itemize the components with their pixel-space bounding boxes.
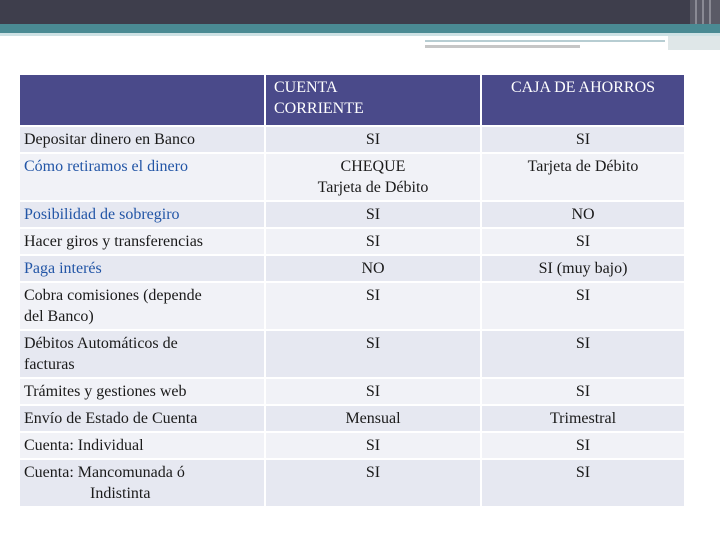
row-label: Hacer giros y transferencias: [20, 229, 264, 254]
comparison-table: [18, 73, 686, 508]
table-row: [20, 331, 684, 377]
header-corriente-line1: CUENTA: [274, 79, 338, 96]
row-ahorros: SI: [482, 433, 684, 458]
row-label-line1: Débitos Automáticos de: [24, 335, 178, 352]
row-label: Paga interés: [20, 256, 264, 281]
decor-line: [425, 40, 665, 42]
row-corriente-line2: Tarjeta de Débito: [317, 179, 429, 196]
row-corriente: SI: [266, 127, 480, 152]
row-corriente-line1: CHEQUE: [340, 158, 406, 175]
table-row: [20, 256, 684, 281]
row-label: [20, 460, 264, 506]
title-bar: [0, 0, 720, 24]
row-corriente: [266, 154, 480, 200]
row-ahorros: NO: [482, 202, 684, 227]
row-ahorros: SI: [482, 283, 684, 329]
row-corriente: SI: [266, 283, 480, 329]
table-row: [20, 202, 684, 227]
row-corriente: NO: [266, 256, 480, 281]
row-label-line2: del Banco): [24, 308, 94, 325]
row-label: Envío de Estado de Cuenta: [20, 406, 264, 431]
table-row: [20, 433, 684, 458]
row-label-line1: Cobra comisiones (depende: [24, 287, 202, 304]
row-label-line2: facturas: [24, 356, 75, 373]
row-corriente: Mensual: [266, 406, 480, 431]
table-row: [20, 460, 684, 506]
row-ahorros: SI: [482, 379, 684, 404]
decor-line: [425, 45, 580, 48]
header-cell-ahorros: CAJA DE AHORROS: [482, 75, 684, 125]
row-label: Posibilidad de sobregiro: [20, 202, 264, 227]
row-label-line1: Cuenta: Mancomunada ó: [24, 464, 185, 481]
teal-band-highlight: [0, 33, 720, 36]
row-label: [20, 331, 264, 377]
row-corriente: SI: [266, 331, 480, 377]
row-ahorros: SI: [482, 229, 684, 254]
header-cell-corriente: [266, 75, 480, 125]
row-ahorros: Trimestral: [482, 406, 684, 431]
row-ahorros: Tarjeta de Débito: [482, 154, 684, 200]
table-row: [20, 283, 684, 329]
table-row: [20, 127, 684, 152]
row-ahorros: SI (muy bajo): [482, 256, 684, 281]
row-label: Cómo retiramos el dinero: [20, 154, 264, 200]
row-corriente: SI: [266, 202, 480, 227]
header-corriente-line2: CORRIENTE: [274, 100, 364, 117]
row-label-line2: Indistinta: [90, 485, 151, 502]
table-row: [20, 154, 684, 200]
row-corriente: SI: [266, 460, 480, 506]
row-corriente: SI: [266, 379, 480, 404]
row-corriente: SI: [266, 229, 480, 254]
row-corriente: SI: [266, 433, 480, 458]
row-label: [20, 283, 264, 329]
row-ahorros: SI: [482, 460, 684, 506]
decor-block: [668, 36, 720, 50]
row-ahorros: SI: [482, 331, 684, 377]
header-cell-empty: [20, 75, 264, 125]
table-row: [20, 379, 684, 404]
row-ahorros: SI: [482, 127, 684, 152]
table-header-row: [20, 75, 684, 125]
table-row: [20, 406, 684, 431]
row-label: Depositar dinero en Banco: [20, 127, 264, 152]
row-label: Trámites y gestiones web: [20, 379, 264, 404]
table-row: [20, 229, 684, 254]
row-label: Cuenta: Individual: [20, 433, 264, 458]
